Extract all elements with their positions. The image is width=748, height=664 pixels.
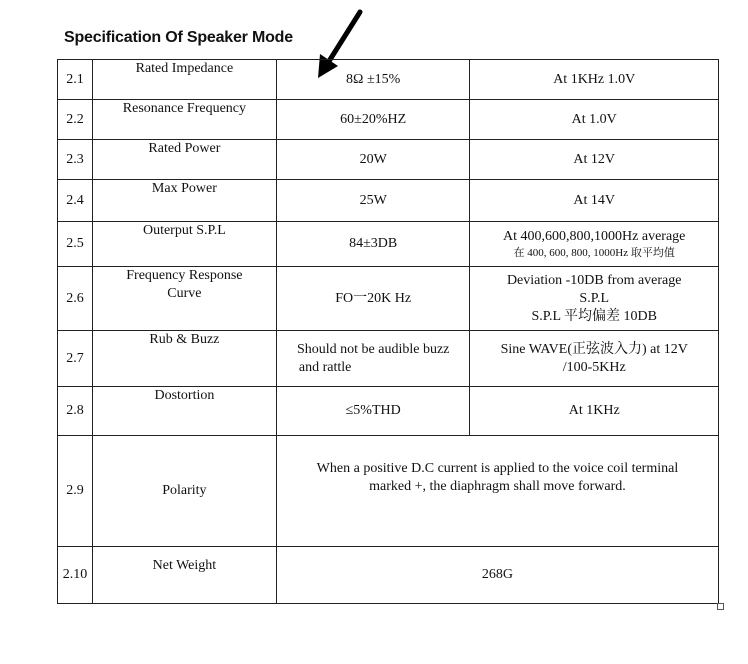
item-line: Curve [167,286,202,301]
spec-table [57,59,719,604]
spec-item: Rated Power [92,140,276,180]
row-number: 2.3 [58,140,93,180]
spec-value: 60±20%HZ [276,100,470,140]
row-number: 2.9 [58,436,93,547]
condition-line: S.P.L 平均偏差 10DB [531,308,657,324]
spec-value: ≤5%THD [276,387,470,436]
row-number: 2.1 [58,60,93,100]
spec-item: Polarity [92,436,276,547]
spec-condition: At 12V [470,140,719,180]
polarity-line: marked +, the diaphragm shall move forward. [369,479,626,494]
row-number: 2.5 [58,222,93,267]
spec-item: Max Power [92,180,276,222]
spec-item: Rated Impedance [92,60,276,100]
spec-value [276,331,470,387]
spec-condition [470,267,719,331]
condition-line-chinese: 在 400, 600, 800, 1000Hz 取平均值 [513,246,675,259]
table-row [58,267,719,331]
table-row [58,100,719,140]
spec-condition [470,331,719,387]
value-line: Should not be audible buzz [296,342,450,357]
spec-condition: At 14V [470,180,719,222]
spec-condition: At 1KHz 1.0V [470,60,719,100]
page-title: Specification Of Speaker Mode [64,29,293,46]
table-row [58,60,719,100]
spec-value: FO一20K Hz [276,267,470,331]
spec-condition: At 1.0V [470,100,719,140]
table-row [58,180,719,222]
item-line: Frequency Response [126,268,243,283]
spec-condition: At 1KHz [470,387,719,436]
spec-item: Net Weight [92,547,276,604]
table-row [58,547,719,604]
spec-item: Outerput S.P.L [92,222,276,267]
spec-item [92,267,276,331]
condition-line: At 400,600,800,1000Hz average [503,228,686,244]
row-number: 2.4 [58,180,93,222]
condition-line: Deviation -10DB from average [506,272,682,288]
row-number: 2.6 [58,267,93,331]
condition-line: S.P.L [579,290,609,306]
spec-merged-value: 268G [276,547,718,604]
spec-value: 84±3DB [276,222,470,267]
value-line: and rattle [298,360,352,375]
table-row [58,387,719,436]
spec-item: Resonance Frequency [92,100,276,140]
spec-merged-value [276,436,718,547]
table-row [58,331,719,387]
row-number: 2.2 [58,100,93,140]
row-number: 2.10 [58,547,93,604]
spec-item: Dostortion [92,387,276,436]
polarity-line: When a positive D.C current is applied to the voice coil terminal [316,461,679,476]
table-corner-handle [717,603,724,610]
table-row [58,436,719,547]
condition-line: Sine WAVE(正弦波入力) at 12V [500,342,688,357]
row-number: 2.7 [58,331,93,387]
spec-value: 8Ω ±15% [276,60,470,100]
condition-line: /100-5KHz [562,360,626,375]
table-row [58,140,719,180]
table-row [58,222,719,267]
spec-condition [470,222,719,267]
spec-item: Rub & Buzz [92,331,276,387]
spec-value: 25W [276,180,470,222]
row-number: 2.8 [58,387,93,436]
spec-value: 20W [276,140,470,180]
